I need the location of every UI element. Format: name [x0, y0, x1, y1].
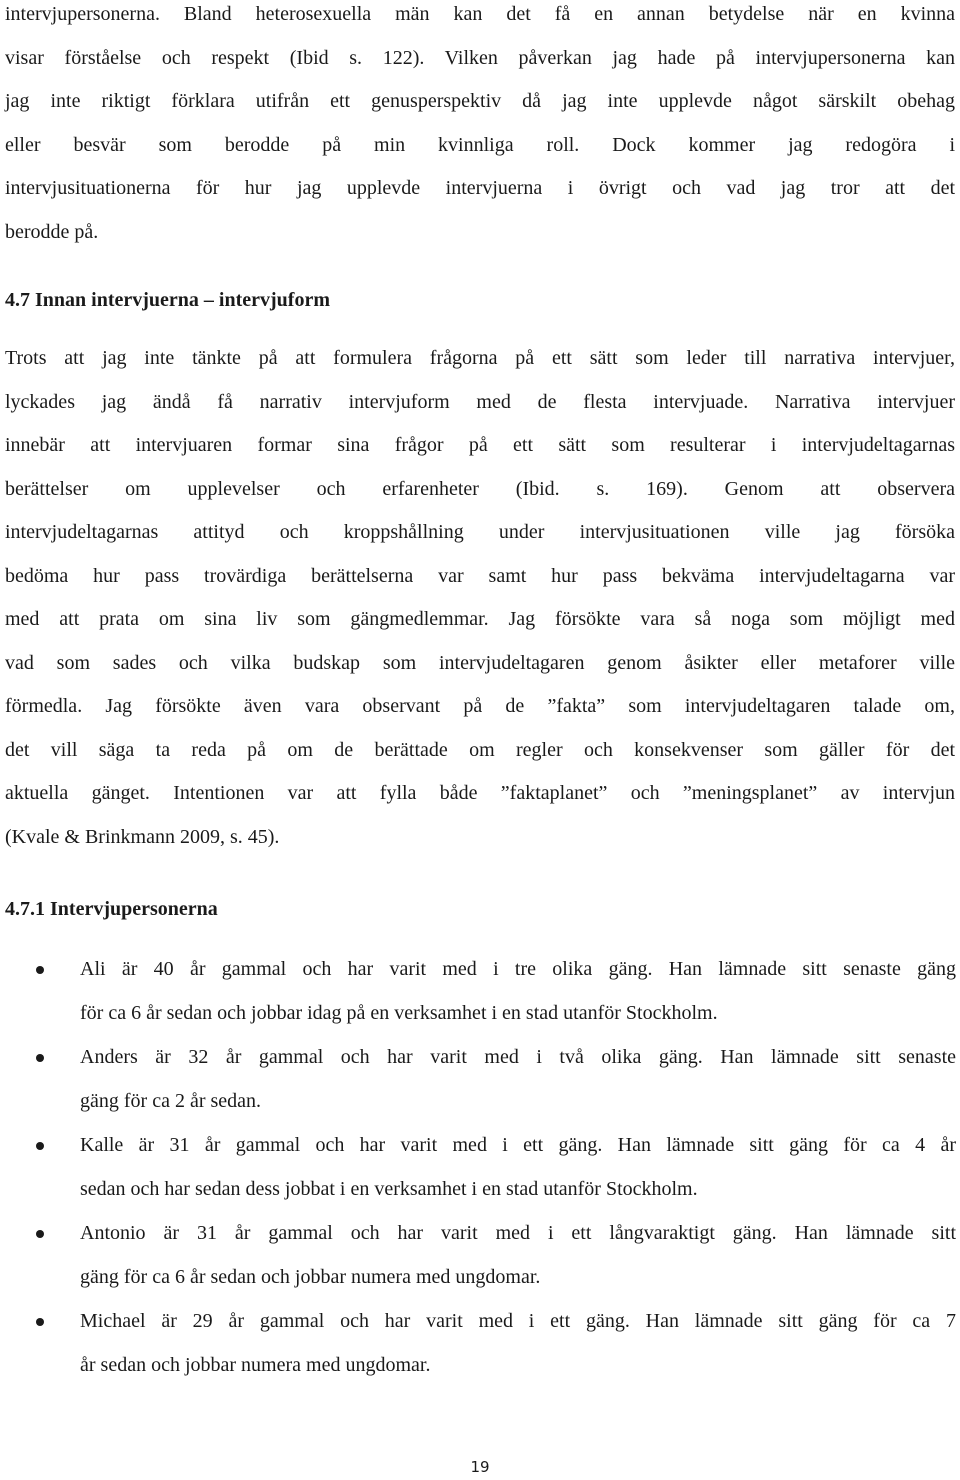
text-line: Kalle är 31 år gammal och har varit med i ett gäng. Han lämnade sitt gäng för ca 4 år: [80, 1134, 956, 1156]
list-item: [0, 948, 960, 1036]
list-item: [0, 1300, 960, 1388]
bullet-icon: [36, 1142, 44, 1150]
page-number: 19: [470, 1458, 490, 1476]
text-line: Antonio är 31 år gammal och har varit med i ett långvaraktigt gäng. Han lämnade sitt: [80, 1222, 956, 1244]
text-line: det vill säga ta reda på om de berättade om regler och konsekvenser som gäller för det: [5, 738, 955, 761]
text-line: berodde på.: [5, 220, 99, 243]
text-line: lyckades jag ändå få narrativ intervjuform med de flesta intervjuade. Narrativa intervjuer: [5, 390, 955, 413]
text-line: intervjupersonerna. Bland heterosexuella män kan det få en annan betydelse när en kvinna: [5, 3, 955, 25]
list-item: [0, 1124, 960, 1212]
text-line: intervjusituationerna för hur jag upplevde intervjuerna i övrigt och vad jag tror att det: [5, 177, 955, 199]
text-line: berättelser om upplevelser och erfarenheter (Ibid. s. 169). Genom att observera: [5, 477, 955, 500]
text-line: innebär att intervjuaren formar sina frågor på ett sätt som resulterar i intervjudeltagarnas: [5, 434, 955, 456]
paragraph-top: [5, 0, 955, 254]
section-heading-4-7-1: 4.7.1 Intervjupersonerna: [5, 898, 218, 920]
text-line: intervjudeltagarnas attityd och kroppshållning under intervjusituationen ville jag försöka: [5, 521, 955, 543]
text-line: Anders är 32 år gammal och har varit med i två olika gäng. Han lämnade sitt senaste: [80, 1046, 956, 1068]
text-line: sedan och har sedan dess jobbat i en verksamhet i en stad utanför Stockholm.: [80, 1177, 698, 1200]
text-line: år sedan och jobbar numera med ungdomar.: [80, 1353, 431, 1376]
text-line: eller besvär som berodde på min kvinnliga roll. Dock kommer jag redogöra i: [5, 133, 955, 156]
bullet-icon: [36, 1054, 44, 1062]
text-line: bedöma hur pass trovärdiga berättelserna var samt hur pass bekväma intervjudeltagarna var: [5, 564, 955, 587]
text-line: med att prata om sina liv som gängmedlemmar. Jag försökte vara så noga som möjligt med: [5, 608, 955, 630]
text-line: gäng för ca 6 år sedan och jobbar numera med ungdomar.: [80, 1265, 541, 1288]
text-line: förmedla. Jag försökte även vara observant på de ”fakta” som intervjudeltagaren talade om,: [5, 695, 955, 717]
interviewee-list: [0, 948, 960, 1388]
text-line: gäng för ca 2 år sedan.: [80, 1089, 262, 1112]
text-line: Michael är 29 år gammal och har varit med i ett gäng. Han lämnade sitt gäng för ca 7: [80, 1310, 956, 1332]
text-line: (Kvale & Brinkmann 2009, s. 45).: [5, 825, 280, 848]
text-line: aktuella gänget. Intentionen var att fylla både ”faktaplanet” och ”meningsplanet” av intervjun: [5, 782, 955, 804]
text-line: jag inte riktigt förklara utifrån ett genusperspektiv då jag inte upplevde något särskilt obehag: [5, 90, 955, 112]
text-line: Trots att jag inte tänkte på att formulera frågorna på ett sätt som leder till narrativa intervjuer,: [5, 347, 955, 369]
text-line: för ca 6 år sedan och jobbar idag på en verksamhet i en stad utanför Stockholm.: [80, 1001, 718, 1024]
section-heading-4-7: 4.7 Innan intervjuerna – intervjuform: [5, 289, 330, 311]
list-item: [0, 1036, 960, 1124]
text-line: Ali är 40 år gammal och har varit med i tre olika gäng. Han lämnade sitt senaste gäng: [80, 958, 956, 980]
bullet-icon: [36, 1318, 44, 1326]
list-item: [0, 1212, 960, 1300]
text-line: vad som sades och vilka budskap som intervjudeltagaren genom åsikter eller metaforer ville: [5, 651, 955, 674]
bullet-icon: [36, 1230, 44, 1238]
text-line: visar förståelse och respekt (Ibid s. 122). Vilken påverkan jag hade på intervjupersonerna kan: [5, 46, 955, 69]
bullet-icon: [36, 966, 44, 974]
paragraph-main: [5, 337, 955, 859]
